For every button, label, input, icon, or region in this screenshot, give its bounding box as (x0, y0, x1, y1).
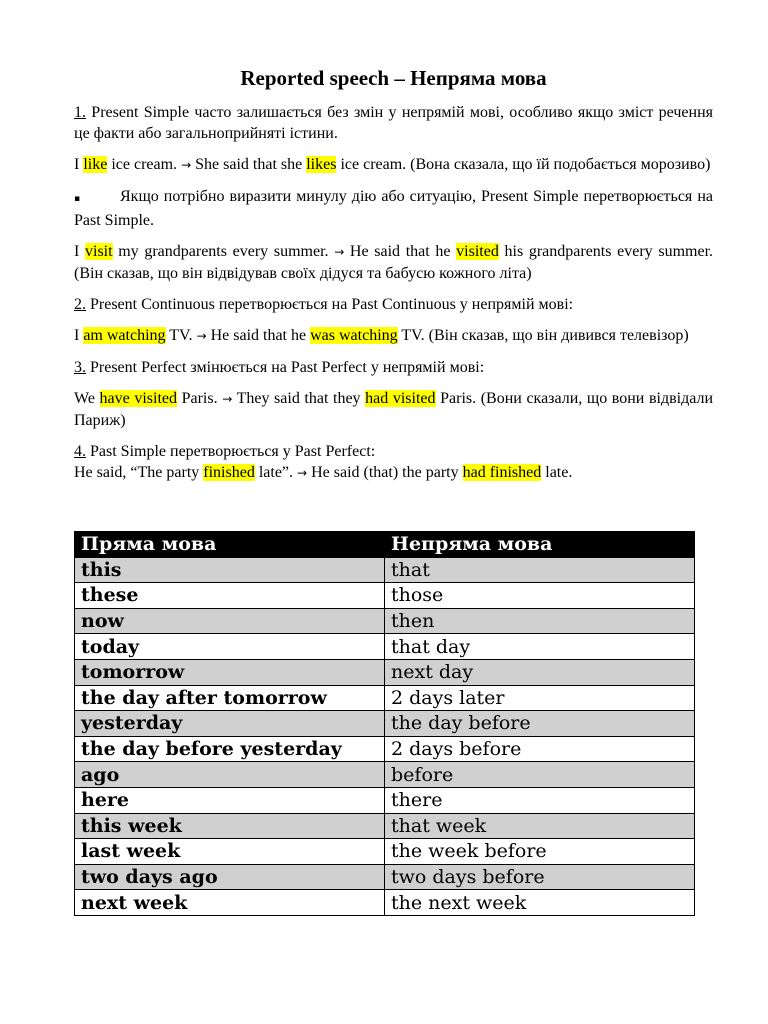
indirect-speech-cell: that week (385, 813, 695, 839)
direct-speech-cell: the day before yesterday (75, 736, 385, 762)
indirect-speech-cell: 2 days before (385, 736, 695, 762)
text-run: They said that they (232, 390, 366, 407)
paragraph (74, 186, 713, 231)
highlighted-verb: visit (85, 243, 113, 260)
text-run: ice cream. (107, 156, 182, 173)
paragraph (74, 241, 713, 284)
direct-speech-cell: these (75, 583, 385, 609)
table-row (75, 634, 695, 660)
direct-speech-cell: next week (75, 890, 385, 916)
text-run: late”. (254, 464, 298, 481)
text-run: TV. (165, 327, 197, 344)
arrow-icon: → (181, 158, 192, 172)
document-body (74, 102, 713, 484)
text-run: my grandparents every summer. (112, 243, 335, 260)
text-run: Present Perfect змінюється на Past Perfect у непрямій мові: (86, 359, 485, 376)
table-row (75, 659, 695, 685)
arrow-icon: → (334, 245, 345, 259)
direct-speech-cell: ago (75, 762, 385, 788)
table-row (75, 864, 695, 890)
text-run: She said that she (191, 156, 307, 173)
indirect-speech-cell: the week before (385, 839, 695, 865)
highlighted-verb: visited (456, 243, 499, 260)
highlighted-verb: likes (306, 156, 337, 173)
text-run: I (74, 243, 85, 260)
table-row (75, 685, 695, 711)
highlighted-verb: finished (203, 464, 255, 481)
section-number: 2. (74, 296, 86, 313)
paragraph (74, 294, 713, 315)
text-run: his grandparents every summer. (Він сказав, що він відвідував своїх дідуся та бабусю кожного літа) (74, 243, 714, 282)
paragraph (74, 325, 713, 347)
table-row (75, 787, 695, 813)
paragraph (74, 102, 713, 144)
direct-speech-cell: here (75, 787, 385, 813)
text-run: I (74, 327, 84, 344)
table-row (75, 762, 695, 788)
section-number: 4. (74, 443, 86, 460)
document-page (74, 64, 713, 494)
paragraph (74, 154, 713, 176)
text-run: Present Simple часто залишається без змін у непрямій мові, особливо якщо зміст речення це факти або загальноприйняті істини. (74, 104, 713, 142)
text-run: late. (541, 464, 573, 481)
indirect-speech-cell: next day (385, 659, 695, 685)
table-row (75, 608, 695, 634)
highlighted-verb: had finished (462, 464, 542, 481)
direct-speech-cell: the day after tomorrow (75, 685, 385, 711)
column-header-direct: Пряма мова (75, 532, 385, 558)
text-run: TV. (Він сказав, що він дивився телевізор) (397, 327, 689, 344)
arrow-icon: → (222, 392, 233, 406)
direct-speech-cell: last week (75, 839, 385, 865)
text-run: Paris. (177, 390, 223, 407)
text-run: He said (that) the party (307, 464, 463, 481)
text-run: ice cream. (Вона сказала, що їй подобається морозиво) (336, 156, 711, 173)
highlighted-verb: had visited (365, 390, 436, 407)
indirect-speech-cell: before (385, 762, 695, 788)
direct-speech-cell: two days ago (75, 864, 385, 890)
table-row (75, 711, 695, 737)
paragraph (74, 441, 713, 462)
arrow-icon: → (196, 329, 207, 343)
text-run: He said that he (206, 327, 311, 344)
text-run: Якщо потрібно виразити минулу дію або ситуацію, Present Simple перетворюється на Past Simple. (74, 188, 713, 229)
text-run: Past Simple перетворюється у Past Perfect: (86, 443, 376, 460)
paragraph (74, 357, 713, 378)
indirect-speech-cell: 2 days later (385, 685, 695, 711)
text-run: He said, “The party (74, 464, 204, 481)
table-body (75, 557, 695, 915)
paragraph (74, 462, 713, 484)
highlighted-verb: like (83, 156, 108, 173)
table-header-row (75, 532, 695, 558)
text-run: We (74, 390, 100, 407)
direct-speech-cell: this week (75, 813, 385, 839)
highlighted-verb: have visited (99, 390, 177, 407)
text-run: I (74, 156, 84, 173)
section-number: 1. (74, 104, 86, 121)
table-row (75, 813, 695, 839)
arrow-icon: → (297, 466, 308, 480)
paragraph (74, 388, 713, 431)
table-row (75, 839, 695, 865)
section-number: 3. (74, 359, 86, 376)
vocabulary-table (74, 531, 695, 916)
direct-speech-cell: today (75, 634, 385, 660)
table-row (75, 583, 695, 609)
indirect-speech-cell: that day (385, 634, 695, 660)
indirect-speech-cell: the next week (385, 890, 695, 916)
direct-speech-cell: tomorrow (75, 659, 385, 685)
page-title: Reported speech – Непряма мова (240, 66, 547, 90)
bullet-icon: ▪ (74, 194, 81, 204)
highlighted-verb: was watching (310, 327, 398, 344)
column-header-indirect: Непряма мова (385, 532, 695, 558)
direct-speech-cell: yesterday (75, 711, 385, 737)
table-row (75, 890, 695, 916)
text-run: Present Continuous перетворюється на Past Continuous у непрямій мові: (86, 296, 574, 313)
indirect-speech-cell: two days before (385, 864, 695, 890)
table-row (75, 736, 695, 762)
highlighted-verb: am watching (83, 327, 166, 344)
text-run: He said that he (344, 243, 457, 260)
indirect-speech-cell: then (385, 608, 695, 634)
indirect-speech-cell: there (385, 787, 695, 813)
direct-speech-cell: this (75, 557, 385, 583)
indirect-speech-cell: the day before (385, 711, 695, 737)
text-run: Paris. (Вони сказали, що вони відвідали Париж) (74, 390, 714, 429)
indirect-speech-cell: that (385, 557, 695, 583)
table-row (75, 557, 695, 583)
direct-speech-cell: now (75, 608, 385, 634)
indirect-speech-cell: those (385, 583, 695, 609)
